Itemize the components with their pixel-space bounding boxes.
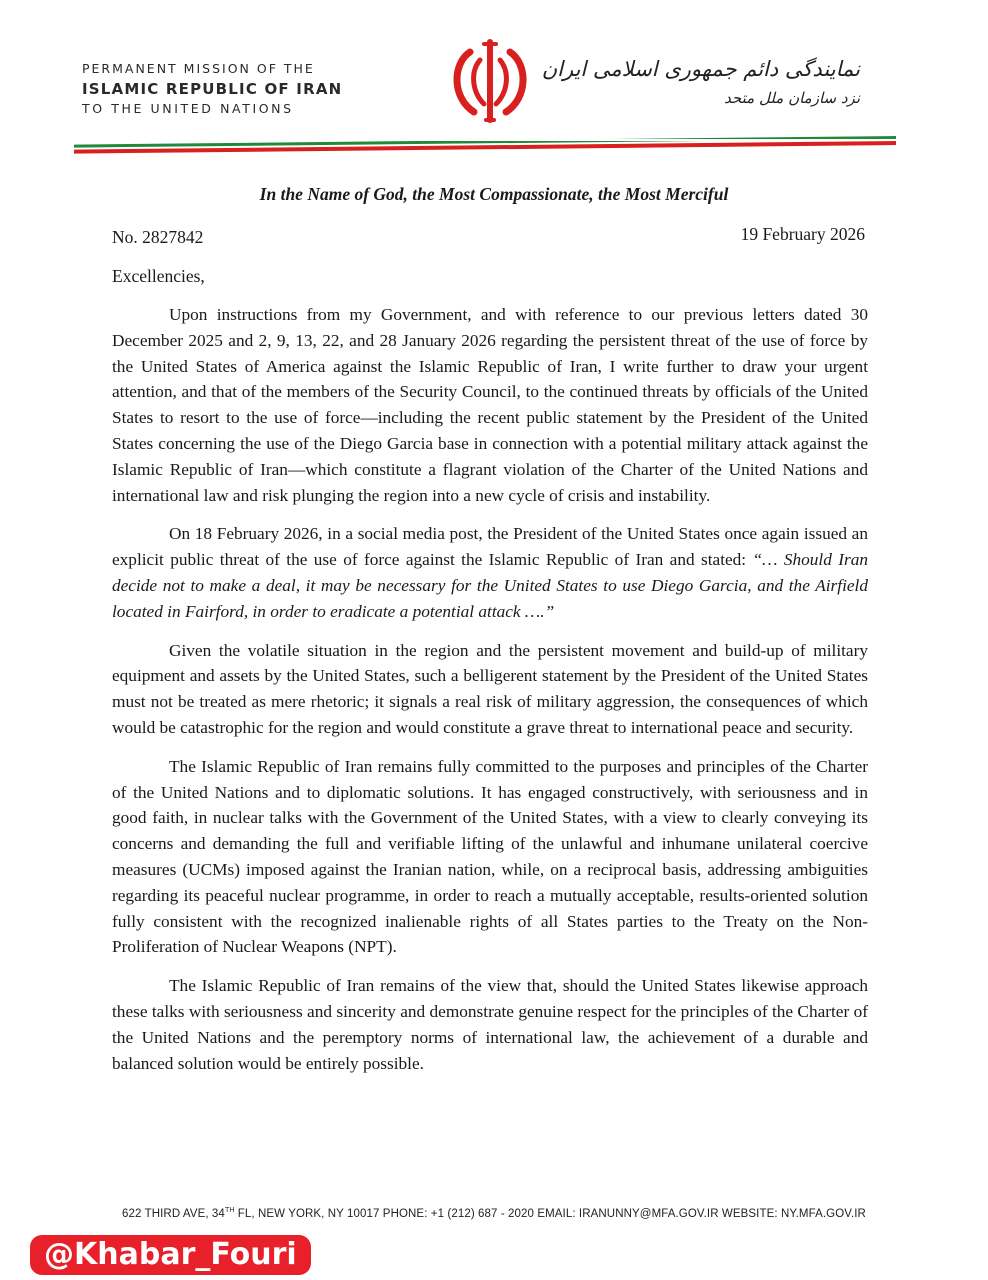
letter-body [112, 302, 868, 1089]
watermark-badge: @Khabar_Fouri [30, 1235, 311, 1275]
invocation: In the Name of God, the Most Compassionate, the Most Merciful [259, 184, 729, 204]
emblem-icon [440, 30, 540, 130]
paragraph-3: Given the volatile situation in the region and the persistent movement and build-up of military equipment and assets by the United States, such a belligerent statement by the President of the United States must not be treated as mere rhetoric; it signals a real risk of military aggression, the consequences of which would be catastrophic for the region and would constitute a grave threat to international peace and security. [112, 640, 868, 737]
paragraph-4: The Islamic Republic of Iran remains fully committed to the purposes and principles of the Charter of the United Nations and to diplomatic solutions. It has engaged constructively, with seriousness and in good faith, in nuclear talks with the Government of the United States, with a view to clearly conveying its concerns and demanding the full and verifiable lifting of the unlawful and inhumane unilateral coercive measures (UCMs) imposed against the Iranian nation, while, on a reciprocal basis, addressing ambiguities regarding its peaceful nuclear programme, in order to reach a mutually acceptable, results-oriented solution fully consistent with the recognized inalienable rights of all States parties to the Treaty on the Non-Proliferation of Nuclear Weapons (NPT). [112, 756, 868, 957]
letterhead-line-3: TO THE UNITED NATIONS [82, 101, 294, 116]
header-stripe-white [74, 139, 896, 141]
reference-number: No. 2827842 [112, 227, 204, 247]
letterhead-line-1: PERMANENT MISSION OF THE [82, 61, 315, 76]
paragraph-5: The Islamic Republic of Iran remains of the view that, should the United States likewise approach these talks with seriousness and sincerity and demonstrate genuine respect for the principles of the Charter of the United Nations and the peremptory norms of international law, the achievement of a durable and balanced solution would be entirely possible. [112, 976, 868, 1073]
footer-address-sup: TH [224, 1207, 235, 1214]
footer-address-suffix: FL, NEW YORK, NY 10017 PHONE: +1 (212) 687 - 2020 EMAIL: IRANUNNY@MFA.GOV.IR WEBSITE: NY.MFA.GOV.IR [234, 1207, 866, 1220]
paragraph-1: Upon instructions from my Government, and with reference to our previous letters dated 30 December 2025 and 2, 9, 13, 22, and 28 January 2026 regarding the persistent threat of the use of force by the United States of America against the Islamic Republic of Iran, I write further to draw your urgent attention, and that of the members of the Security Council, to the continued threats by officials of the United States to resort to the use of force—including the recent public statement by the President of the United States concerning the use of the Diego Garcia base in connection with a potential military attack against the Islamic Republic of Iran—which constitute a flagrant violation of the Charter of the United Nations and international law and risk plunging the region into a new cycle of crisis and instability. [112, 305, 868, 505]
paragraph-2 [112, 521, 868, 624]
paragraph-2-quote: “… Should Iran decide not to make a deal, it may be necessary for the United States to use Diego Garcia, and the Airfield located in Fairford, in order to eradicate a potential attack ….” [112, 550, 868, 621]
footer-contact [0, 1207, 988, 1220]
letter-date: 19 February 2026 [740, 224, 865, 244]
footer-address-prefix: 622 THIRD AVE, 34 [122, 1207, 225, 1220]
letterhead-line-2: ISLAMIC REPUBLIC OF IRAN [82, 80, 343, 98]
letterhead-persian-line-2: نزد سازمان ملل متحد [724, 89, 860, 107]
letterhead-persian [541, 52, 860, 110]
salutation: Excellencies, [112, 266, 205, 286]
paragraph-2-intro: On 18 February 2026, in a social media post, the President of the United States once again issued an explicit public threat of the use of force against the Islamic Republic of Iran and stated: [112, 524, 868, 570]
letterhead-persian-line-1: نمایندگی دائم جمهوری اسلامی ایران [541, 57, 860, 81]
letterhead-english [82, 60, 342, 118]
